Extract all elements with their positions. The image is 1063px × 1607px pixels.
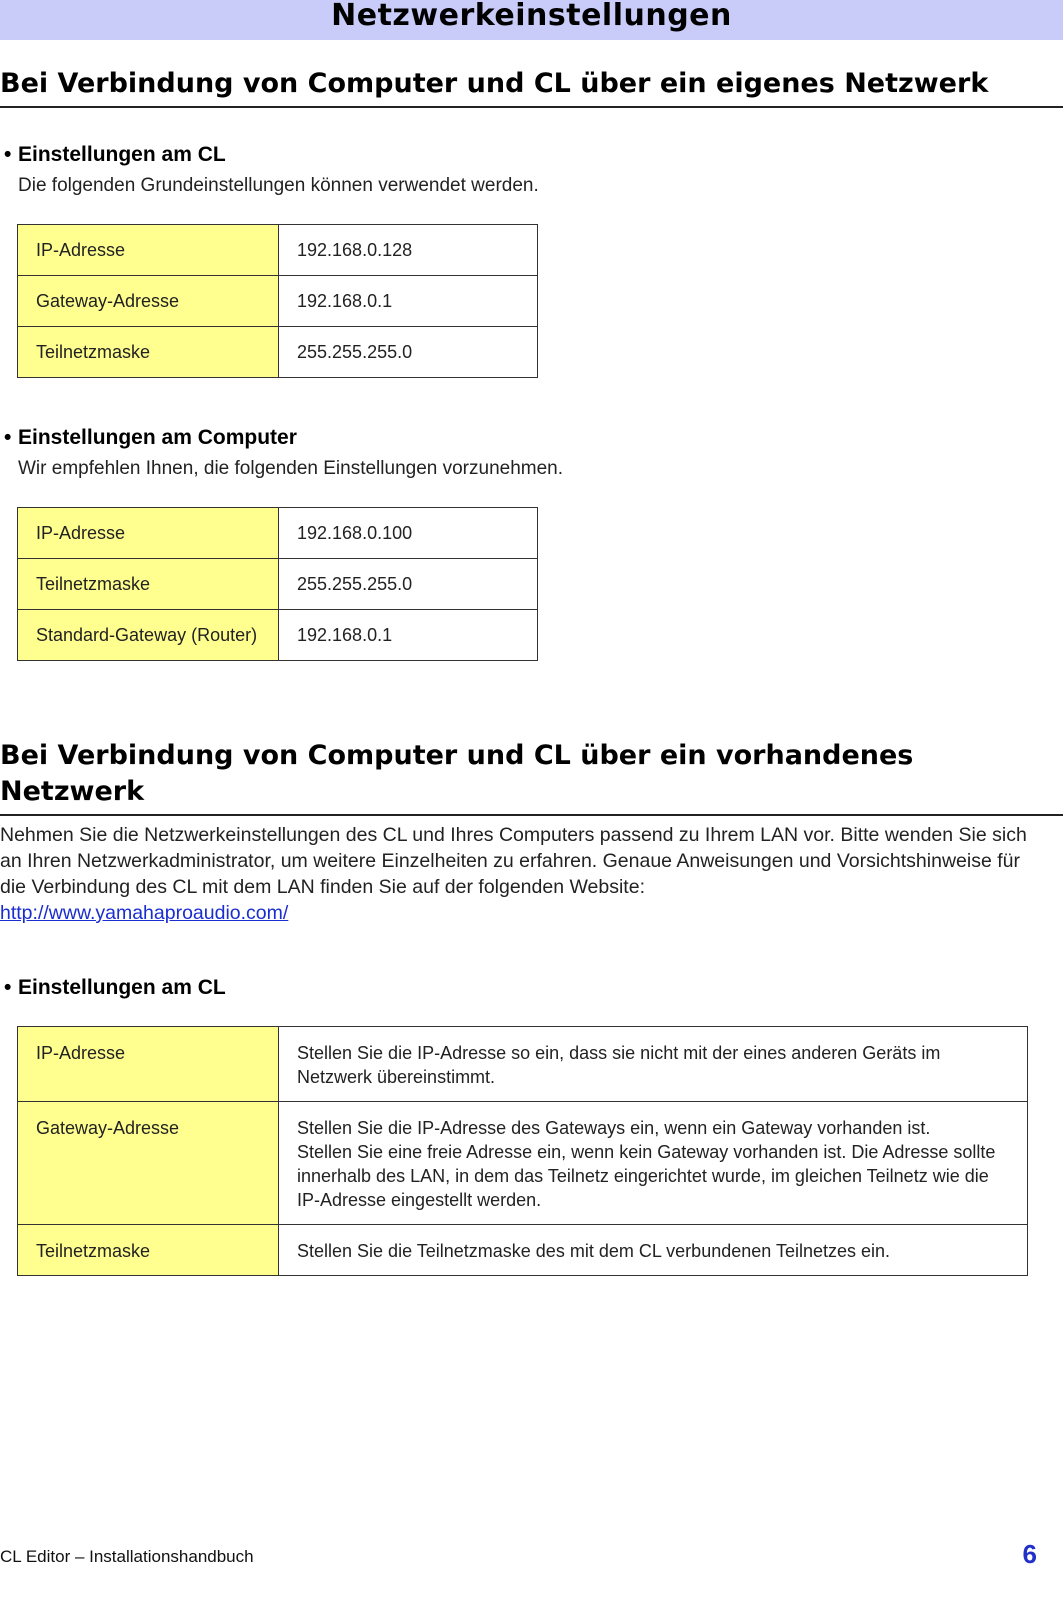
subheading-label: Einstellungen am CL	[18, 976, 226, 999]
setting-label: IP-Adresse	[18, 508, 279, 559]
table-row	[18, 1027, 1028, 1102]
setting-value: 255.255.255.0	[279, 327, 538, 378]
setting-value: 192.168.0.100	[279, 508, 538, 559]
setting-value: 192.168.0.1	[279, 610, 538, 661]
table-row	[18, 327, 538, 378]
bullet: •	[4, 976, 12, 999]
bullet: •	[4, 143, 12, 166]
description-line: Stellen Sie eine freie Adresse ein, wenn kein Gateway vorhanden ist. Die Adresse sollte innerhalb des LAN, in dem das Teilnetz eingerichtet wurde, im gleichen Teilnetz wie die IP-Adresse eingestellt werden.	[297, 1142, 996, 1210]
subheading-computer-settings	[4, 425, 297, 451]
table-row	[18, 610, 538, 661]
table-row	[18, 508, 538, 559]
table-row	[18, 1102, 1028, 1225]
website-link[interactable]: http://www.yamahaproaudio.com/	[0, 902, 289, 924]
setting-label: Gateway-Adresse	[18, 1102, 279, 1225]
footer-document-title: CL Editor – Installationshandbuch	[0, 1547, 254, 1566]
subheading-cl-settings	[4, 142, 226, 168]
computer-settings-table	[17, 507, 538, 661]
setting-description: Stellen Sie die Teilnetzmaske des mit dem CL verbundenen Teilnetzes ein.	[279, 1225, 1028, 1276]
description-line: Stellen Sie die IP-Adresse des Gateways ein, wenn ein Gateway vorhanden ist.	[297, 1118, 931, 1138]
section-title-line: Bei Verbindung von Computer und CL über ein vorhandenes	[0, 740, 914, 771]
setting-label: Teilnetzmaske	[18, 327, 279, 378]
intro-text: Wir empfehlen Ihnen, die folgenden Einstellungen vorzunehmen.	[18, 458, 564, 479]
table-row	[18, 276, 538, 327]
setting-label: Teilnetzmaske	[18, 559, 279, 610]
bullet: •	[4, 426, 12, 449]
table-row	[18, 225, 538, 276]
subheading-label: Einstellungen am Computer	[18, 426, 297, 449]
table-row	[18, 1225, 1028, 1276]
lan-settings-table	[17, 1026, 1028, 1276]
subheading-cl-settings-lan	[4, 975, 226, 1001]
setting-label: Teilnetzmaske	[18, 1225, 279, 1276]
intro-text: Die folgenden Grundeinstellungen können verwendet werden.	[18, 175, 539, 196]
body-paragraph: Nehmen Sie die Netzwerkeinstellungen des CL und Ihres Computers passend zu Ihrem LAN vor. Bitte wenden Sie sich an Ihren Netzwerkadministrator, um weitere Einzelheiten zu erfahren. Genaue Anweisungen und Vorsichtshinweise für die Verbindung des CL mit dem LAN finden Sie auf der folgenden Website:	[0, 824, 1027, 898]
section-title-existing-network	[0, 738, 1063, 816]
page-number: 6	[1022, 1539, 1037, 1569]
page-title: Netzwerkeinstellungen	[331, 0, 732, 33]
setting-value: 192.168.0.128	[279, 225, 538, 276]
setting-label: Gateway-Adresse	[18, 276, 279, 327]
section-title-line: Netzwerk	[0, 776, 145, 807]
setting-label: Standard-Gateway (Router)	[18, 610, 279, 661]
setting-description	[279, 1102, 1028, 1225]
setting-description: Stellen Sie die IP-Adresse so ein, dass sie nicht mit der eines anderen Geräts im Netzwerk übereinstimmt.	[279, 1027, 1028, 1102]
page-header-band	[0, 0, 1063, 40]
section-title-own-network: Bei Verbindung von Computer und CL über ein eigenes Netzwerk	[0, 66, 1063, 108]
setting-label: IP-Adresse	[18, 1027, 279, 1102]
table-row	[18, 559, 538, 610]
setting-value: 255.255.255.0	[279, 559, 538, 610]
subheading-label: Einstellungen am CL	[18, 143, 226, 166]
setting-value: 192.168.0.1	[279, 276, 538, 327]
setting-label: IP-Adresse	[18, 225, 279, 276]
cl-settings-table	[17, 224, 538, 378]
